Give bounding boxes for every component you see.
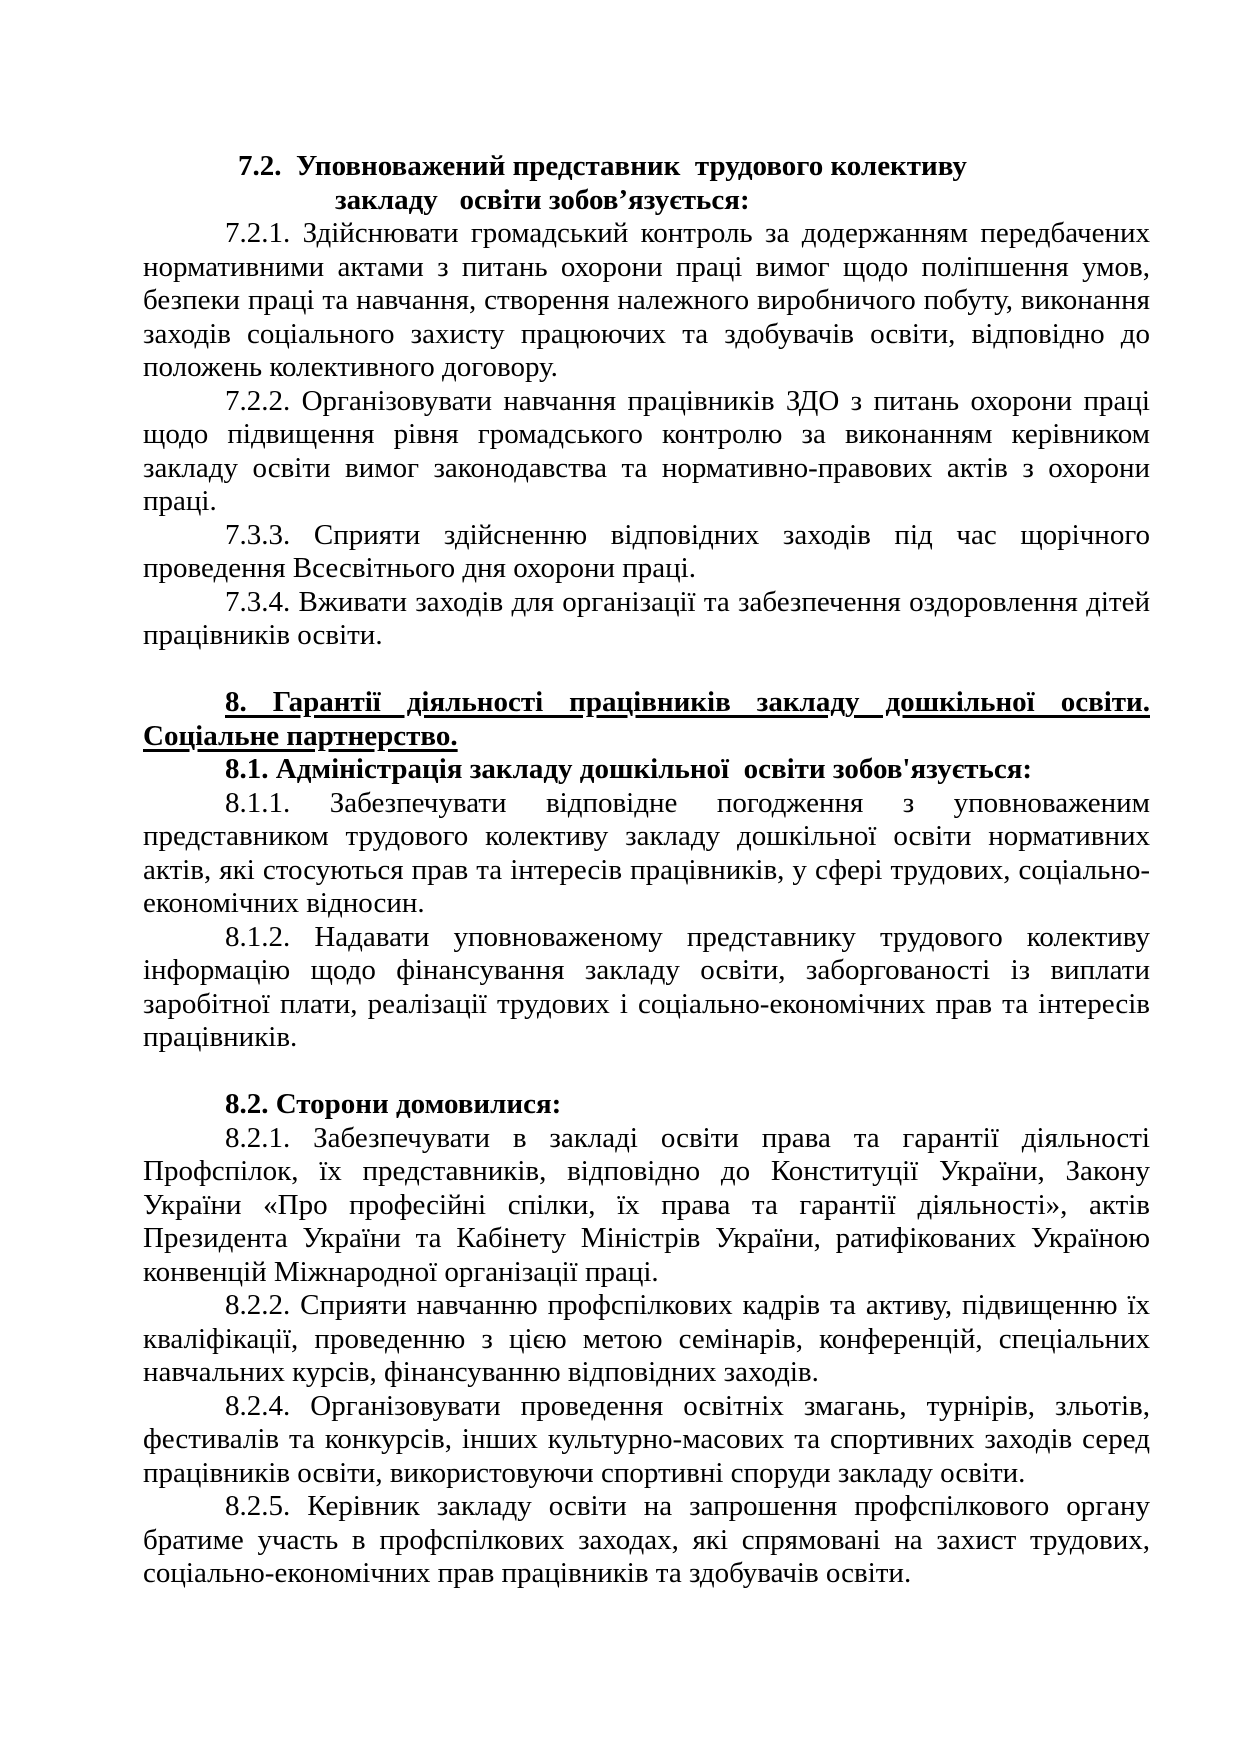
paragraph-8-2-1: 8.2.1. Забезпечувати в закладі освіти права та гарантії діяльності Профспілок, їх представників, відповідно до Конституції України, Закону України «Про професійні спілки, їх права та гарантії діяльності», актів Президента України та Кабінету Міністрів України, ратифікованих Україною конвенцій Міжнародної організації праці. bbox=[143, 1121, 1150, 1288]
heading-8-line1: 8. Гарантії діяльності працівників закладу дошкільної освіти. bbox=[225, 686, 1150, 718]
paragraph-8-2-2: 8.2.2. Сприяти навчанню профспілкових кадрів та активу, підвищенню їх кваліфікації, проведенню з цією метою семінарів, конференцій, спеціальних навчальних курсів, фінансуванню відповідних заходів. bbox=[143, 1289, 1150, 1388]
heading-8-line2: Соціальне партнерство. bbox=[143, 719, 458, 752]
heading-7-2-line1: 7.2. Уповноважений представник трудового колективу bbox=[238, 150, 967, 182]
paragraph-8-2-4: 8.2.4. Організовувати проведення освітніх змагань, турнірів, зльотів, фестивалів та конкурсів, інших культурно-масових та спортивних заходів серед працівників освіти, використовуючи спортивні споруди закладу освіти. bbox=[143, 1389, 1150, 1489]
blank-line bbox=[143, 653, 1150, 687]
section-8-heading bbox=[143, 686, 1150, 753]
paragraph-7-3-3: 7.3.3. Сприяти здійсненню відповідних заходів під час щорічного проведення Всесвітнього дня охорони праці. bbox=[143, 518, 1150, 584]
paragraph-8-2-5: 8.2.5. Керівник закладу освіти на запрошення профспілкового органу братиме участь в профспілкових заходах, які спрямовані на захист трудових, соціально-економічних прав працівників та здобувачів освіти. bbox=[143, 1490, 1150, 1589]
section-7-2-heading bbox=[143, 150, 1150, 217]
heading-8-2: 8.2. Сторони домовилися: bbox=[225, 1088, 562, 1120]
paragraph-8-1-1: 8.1.1. Забезпечувати відповідне погодження з уповноваженим представником трудового колективу закладу дошкільної освіти нормативних актів, які стосуються прав та інтересів працівників, у сфері трудових, соціально-економічних відносин. bbox=[143, 786, 1150, 919]
heading-8-1: 8.1. Адміністрація закладу дошкільної освіти зобов'язується: bbox=[225, 753, 1033, 785]
paragraph-7-3-4: 7.3.4. Вживати заходів для організації та забезпечення оздоровлення дітей працівників освіти. bbox=[143, 585, 1150, 651]
heading-7-2-line2: закладу освіти зобов’язується: bbox=[335, 183, 750, 216]
paragraph-7-2-1: 7.2.1. Здійснювати громадський контроль за додержанням передбачених нормативними актами з питань охорони праці вимог щодо поліпшення умов, безпеки праці та навчання, створення належного виробничого побуту, виконання заходів соціального захисту працюючих та здобувачів освіти, відповідно до положень колективного договору. bbox=[143, 217, 1150, 383]
blank-line bbox=[143, 1055, 1150, 1089]
paragraph-7-2-2: 7.2.2. Організовувати навчання працівників ЗДО з питань охорони праці щодо підвищення рівня громадського контролю за виконанням керівником закладу освіти вимог законодавства та нормативно-правових актів з охорони праці. bbox=[143, 384, 1150, 517]
paragraph-8-1-2: 8.1.2. Надавати уповноваженому представнику трудового колективу інформацію щодо фінансування закладу освіти, заборгованості із виплати заробітної плати, реалізації трудових і соціально-економічних прав та інтересів працівників. bbox=[143, 920, 1150, 1053]
